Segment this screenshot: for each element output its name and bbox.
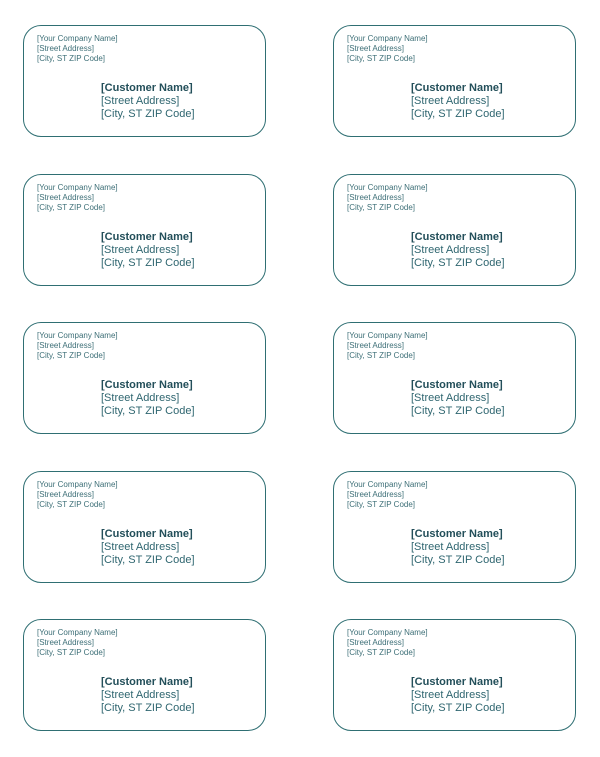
recipient-name: [Customer Name] xyxy=(101,379,193,391)
recipient-address xyxy=(411,82,505,121)
sender-company: [Your Company Name] xyxy=(347,628,428,637)
recipient-street: [Street Address] xyxy=(101,392,180,404)
recipient-city: [City, ST ZIP Code] xyxy=(411,405,505,417)
recipient-address xyxy=(101,231,195,270)
recipient-street: [Street Address] xyxy=(101,689,180,701)
recipient-city: [City, ST ZIP Code] xyxy=(101,257,195,269)
recipient-address xyxy=(411,379,505,418)
recipient-name: [Customer Name] xyxy=(411,528,503,540)
address-label[interactable] xyxy=(23,25,266,137)
address-label[interactable] xyxy=(333,471,576,583)
sender-city: [City, ST ZIP Code] xyxy=(347,54,416,64)
recipient-name: [Customer Name] xyxy=(101,82,193,94)
sender-city: [City, ST ZIP Code] xyxy=(37,203,106,213)
sender-company: [Your Company Name] xyxy=(37,331,118,340)
sender-company: [Your Company Name] xyxy=(37,183,118,192)
sender-street: [Street Address] xyxy=(37,44,94,54)
recipient-city: [City, ST ZIP Code] xyxy=(101,702,195,714)
return-address xyxy=(347,183,428,214)
address-label[interactable] xyxy=(23,471,266,583)
recipient-street: [Street Address] xyxy=(101,541,180,553)
return-address xyxy=(37,480,118,511)
sender-street: [Street Address] xyxy=(347,44,404,54)
recipient-city: [City, ST ZIP Code] xyxy=(411,108,505,120)
recipient-name: [Customer Name] xyxy=(101,231,193,243)
recipient-name: [Customer Name] xyxy=(411,82,503,94)
sender-company: [Your Company Name] xyxy=(37,34,118,43)
return-address xyxy=(37,34,118,65)
address-label[interactable] xyxy=(333,174,576,286)
recipient-address xyxy=(101,676,195,715)
sender-street: [Street Address] xyxy=(37,490,94,500)
sender-street: [Street Address] xyxy=(37,341,94,351)
address-label[interactable] xyxy=(333,322,576,434)
recipient-address xyxy=(411,231,505,270)
sender-city: [City, ST ZIP Code] xyxy=(347,500,416,510)
return-address xyxy=(347,331,428,362)
recipient-city: [City, ST ZIP Code] xyxy=(411,702,505,714)
sender-city: [City, ST ZIP Code] xyxy=(347,203,416,213)
return-address xyxy=(347,628,428,659)
sender-city: [City, ST ZIP Code] xyxy=(347,648,416,658)
address-label[interactable] xyxy=(333,25,576,137)
recipient-address xyxy=(101,528,195,567)
return-address xyxy=(347,34,428,65)
sender-street: [Street Address] xyxy=(347,193,404,203)
address-label[interactable] xyxy=(23,619,266,731)
sender-city: [City, ST ZIP Code] xyxy=(37,351,106,361)
recipient-street: [Street Address] xyxy=(411,244,490,256)
return-address xyxy=(37,628,118,659)
address-label[interactable] xyxy=(23,322,266,434)
sender-street: [Street Address] xyxy=(347,490,404,500)
sender-company: [Your Company Name] xyxy=(347,34,428,43)
sender-city: [City, ST ZIP Code] xyxy=(347,351,416,361)
address-label[interactable] xyxy=(23,174,266,286)
recipient-street: [Street Address] xyxy=(101,244,180,256)
recipient-address xyxy=(411,528,505,567)
recipient-address xyxy=(411,676,505,715)
sender-company: [Your Company Name] xyxy=(347,183,428,192)
recipient-address xyxy=(101,379,195,418)
return-address xyxy=(347,480,428,511)
sender-company: [Your Company Name] xyxy=(37,480,118,489)
sender-city: [City, ST ZIP Code] xyxy=(37,500,106,510)
return-address xyxy=(37,183,118,214)
recipient-city: [City, ST ZIP Code] xyxy=(101,554,195,566)
recipient-city: [City, ST ZIP Code] xyxy=(101,405,195,417)
address-label[interactable] xyxy=(333,619,576,731)
recipient-city: [City, ST ZIP Code] xyxy=(411,257,505,269)
sender-street: [Street Address] xyxy=(347,638,404,648)
recipient-name: [Customer Name] xyxy=(411,231,503,243)
sender-street: [Street Address] xyxy=(37,638,94,648)
sender-city: [City, ST ZIP Code] xyxy=(37,54,106,64)
recipient-street: [Street Address] xyxy=(411,689,490,701)
sender-company: [Your Company Name] xyxy=(37,628,118,637)
recipient-city: [City, ST ZIP Code] xyxy=(101,108,195,120)
recipient-street: [Street Address] xyxy=(411,392,490,404)
recipient-street: [Street Address] xyxy=(101,95,180,107)
recipient-name: [Customer Name] xyxy=(411,676,503,688)
sender-street: [Street Address] xyxy=(347,341,404,351)
recipient-name: [Customer Name] xyxy=(411,379,503,391)
recipient-name: [Customer Name] xyxy=(101,528,193,540)
recipient-street: [Street Address] xyxy=(411,95,490,107)
sender-company: [Your Company Name] xyxy=(347,480,428,489)
sender-company: [Your Company Name] xyxy=(347,331,428,340)
recipient-name: [Customer Name] xyxy=(101,676,193,688)
sender-street: [Street Address] xyxy=(37,193,94,203)
recipient-address xyxy=(101,82,195,121)
return-address xyxy=(37,331,118,362)
recipient-city: [City, ST ZIP Code] xyxy=(411,554,505,566)
sender-city: [City, ST ZIP Code] xyxy=(37,648,106,658)
recipient-street: [Street Address] xyxy=(411,541,490,553)
